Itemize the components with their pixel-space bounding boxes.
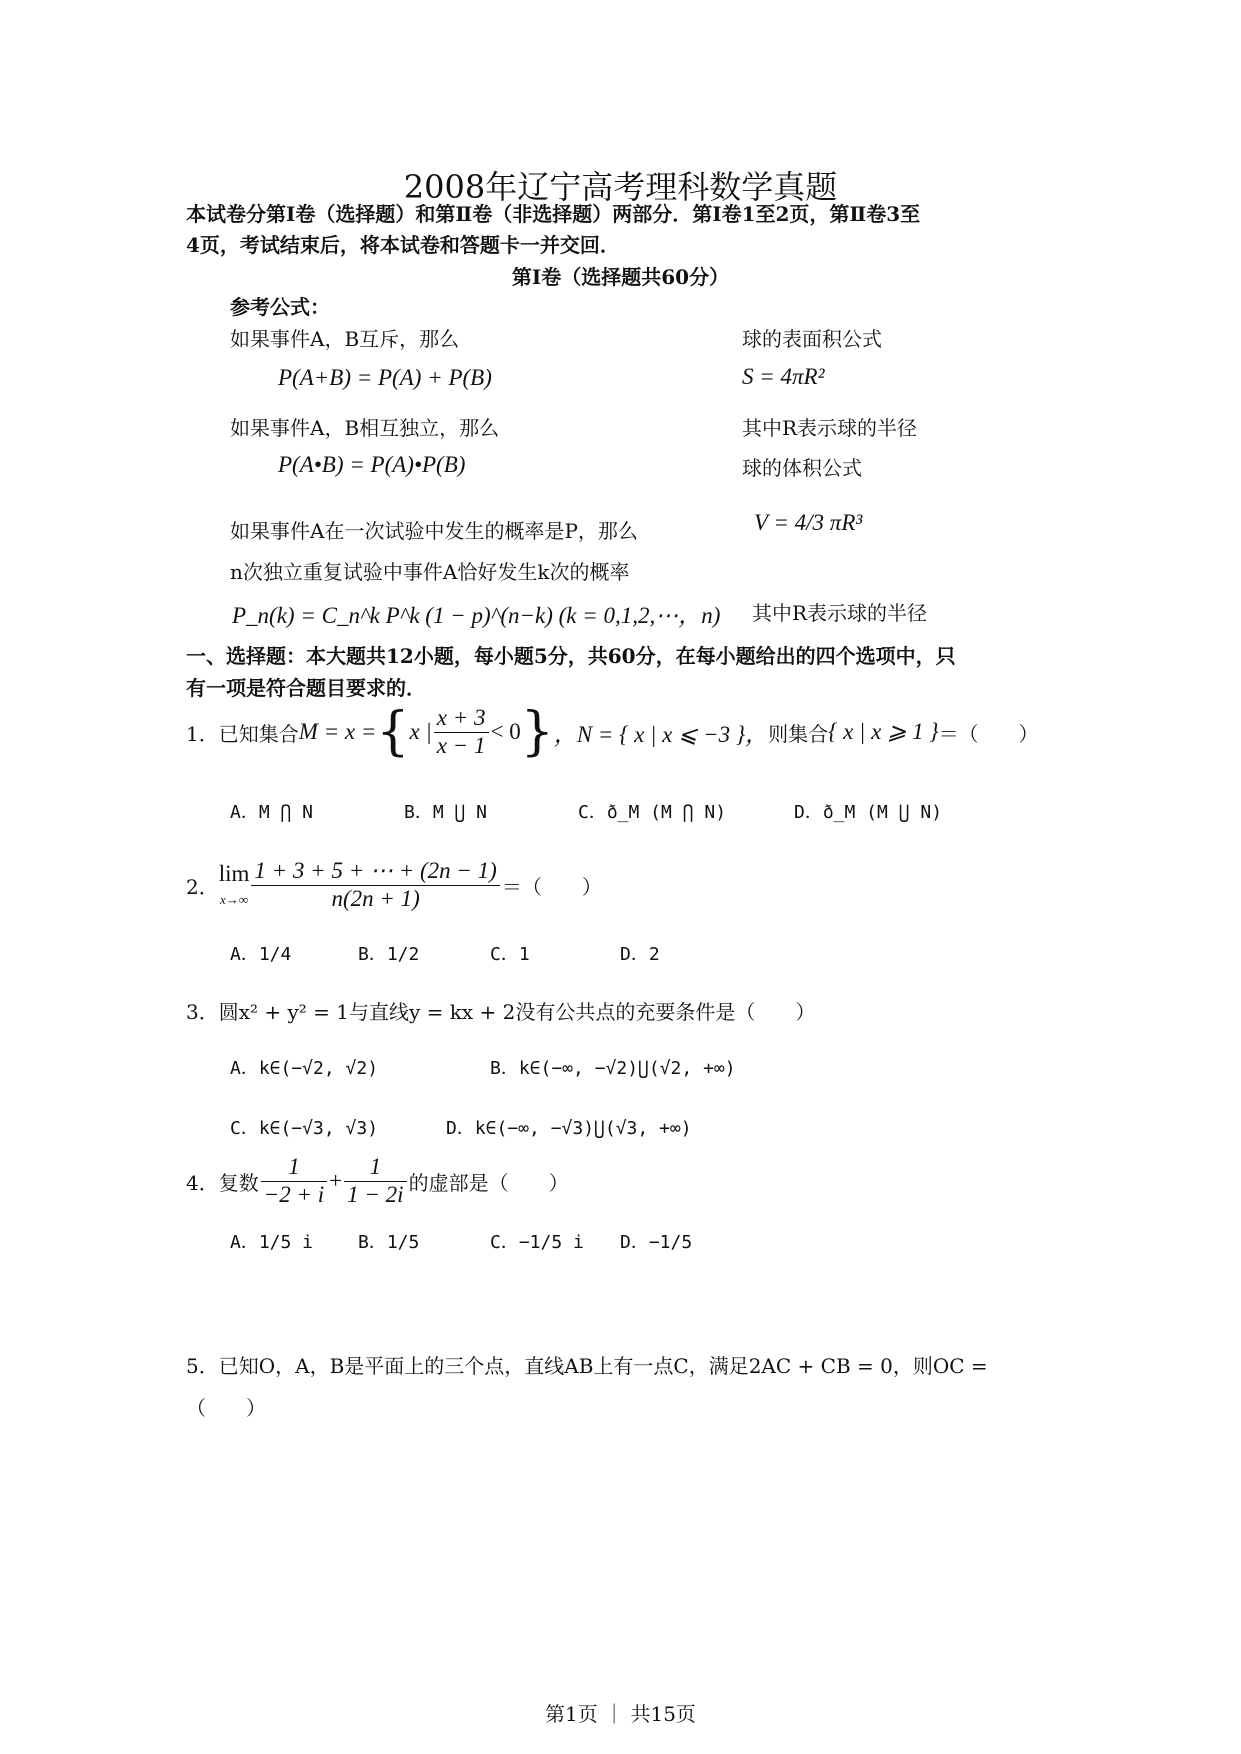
part1-heading-line-2: 有一项是符合题目要求的． bbox=[186, 676, 426, 700]
question-4-option-c: C．−1/5 i bbox=[490, 1232, 584, 1253]
question-1-blank: ＝（ ） bbox=[938, 721, 1039, 746]
question-1-set-m: M = x = bbox=[298, 719, 377, 744]
question-2-stem bbox=[186, 850, 602, 920]
page-footer: 第1页 ｜ 共15页 bbox=[545, 1702, 696, 1726]
question-4-option-a: A．1/5 i bbox=[230, 1232, 314, 1253]
page-title: 2008年辽宁高考理科数学真题 bbox=[403, 168, 838, 206]
question-4-option-d: D．−1/5 bbox=[620, 1232, 693, 1253]
formula-text-radius-1: 其中R表示球的半径 bbox=[742, 416, 918, 440]
question-2-option-d: D．2 bbox=[620, 944, 660, 965]
question-4-stem bbox=[186, 1148, 569, 1214]
fraction-limit: $\frac{1 + 3 + 5 + \cdots + (2n - 1)}{n(2n + 1)}$ bbox=[251, 858, 499, 912]
part1-heading-line-1: 一、选择题：本大题共12小题，每小题5分，共60分，在每小题给出的四个选项中，只 bbox=[186, 644, 956, 668]
plus-sign: + bbox=[329, 1168, 343, 1193]
formula-binomial: P_n(k) = C_n^k P^k (1 − p)^(n−k) (k = 0,1,2,⋯，n) bbox=[232, 603, 721, 628]
question-3-option-a: A．k∈(−√2, √2) bbox=[230, 1058, 379, 1079]
formula-sphere-volume: V = 4/3 πR³ bbox=[754, 510, 863, 535]
limit-symbol: lim x→∞ bbox=[218, 861, 250, 907]
question-1-stem bbox=[186, 700, 1039, 764]
fraction-1-over-neg2-plus-i: $\frac{1}{-2 + i}$ bbox=[261, 1154, 327, 1208]
question-2-option-b: B．1/2 bbox=[358, 944, 420, 965]
question-3-stem: 3．圆x² + y² = 1与直线y = kx + 2没有公共点的充要条件是（ ） bbox=[186, 1000, 816, 1024]
question-3-option-d: D．k∈(−∞, −√3)⋃(√3, +∞) bbox=[446, 1118, 692, 1139]
left-brace: { bbox=[376, 702, 410, 762]
formulas-heading: 参考公式： bbox=[230, 295, 330, 319]
formula-addition: P(A+B) = P(A) + P(B) bbox=[278, 365, 492, 390]
question-4-prefix: 4．复数 bbox=[186, 1170, 259, 1195]
intro-line-1: 本试卷分第Ⅰ卷（选择题）和第Ⅱ卷（非选择题）两部分．第Ⅰ卷1至2页，第Ⅱ卷3至 bbox=[186, 202, 921, 226]
intro-line-2: 4页，考试结束后，将本试卷和答题卡一并交回． bbox=[186, 233, 620, 257]
question-5-blank: （ ） bbox=[186, 1396, 266, 1420]
right-brace: } bbox=[520, 702, 554, 762]
set-builder-x: x | bbox=[409, 719, 432, 744]
question-1-suffix: 则集合 bbox=[768, 721, 829, 746]
question-5-stem: 5．已知O，A，B是平面上的三个点，直线AB上有一点C，满足2AC + CB = 0，则OC = bbox=[186, 1354, 988, 1378]
question-4-option-b: B．1/5 bbox=[358, 1232, 420, 1253]
less-than-zero: < 0 bbox=[490, 719, 521, 744]
question-1-set-n: ，N = { x | x ⩽ −3 }， bbox=[553, 721, 769, 747]
formula-sphere-area: S = 4πR² bbox=[742, 364, 825, 389]
question-2-option-c: C．1 bbox=[490, 944, 530, 965]
fraction-x3-x1: $\frac{x + 3}{x - 1}$ bbox=[434, 705, 489, 759]
formula-text-independent: 如果事件A，B相互独立，那么 bbox=[230, 416, 500, 440]
formula-text-radius-2: 其中R表示球的半径 bbox=[752, 601, 928, 625]
question-2-option-a: A．1/4 bbox=[230, 944, 292, 965]
question-1-option-a: A．M ⋂ N bbox=[230, 802, 314, 823]
formula-text-binomial: n次独立重复试验中事件A恰好发生k次的概率 bbox=[230, 560, 630, 584]
question-3-option-b: B．k∈(−∞, −√2)⋃(√2, +∞) bbox=[490, 1058, 736, 1079]
question-2-prefix: 2． bbox=[186, 874, 219, 899]
question-1-option-d: D．ð_M (M ⋃ N) bbox=[794, 802, 943, 823]
formula-text-probability: 如果事件A在一次试验中发生的概率是P，那么 bbox=[230, 519, 638, 543]
question-4-suffix: 的虚部是（ ） bbox=[408, 1170, 569, 1195]
fraction-1-over-1-minus-2i: $\frac{1}{1 - 2i}$ bbox=[344, 1154, 406, 1208]
question-1-option-b: B．M ⋃ N bbox=[404, 802, 488, 823]
formula-text-sphere-volume: 球的体积公式 bbox=[742, 456, 862, 480]
question-1-prefix: 1．已知集合 bbox=[186, 721, 299, 746]
question-1-option-c: C．ð_M (M ⋂ N) bbox=[578, 802, 727, 823]
question-3-option-c: C．k∈(−√3, √3) bbox=[230, 1118, 379, 1139]
question-1-target-set: { x | x ⩾ 1 } bbox=[828, 719, 939, 744]
question-2-blank: ＝（ ） bbox=[501, 874, 602, 899]
formula-text-mutex: 如果事件A，B互斥，那么 bbox=[230, 327, 460, 351]
formula-multiplication: P(A•B) = P(A)•P(B) bbox=[278, 452, 466, 477]
formula-text-sphere-area: 球的表面积公式 bbox=[742, 327, 882, 351]
section-heading: 第Ⅰ卷（选择题共60分） bbox=[511, 265, 730, 289]
